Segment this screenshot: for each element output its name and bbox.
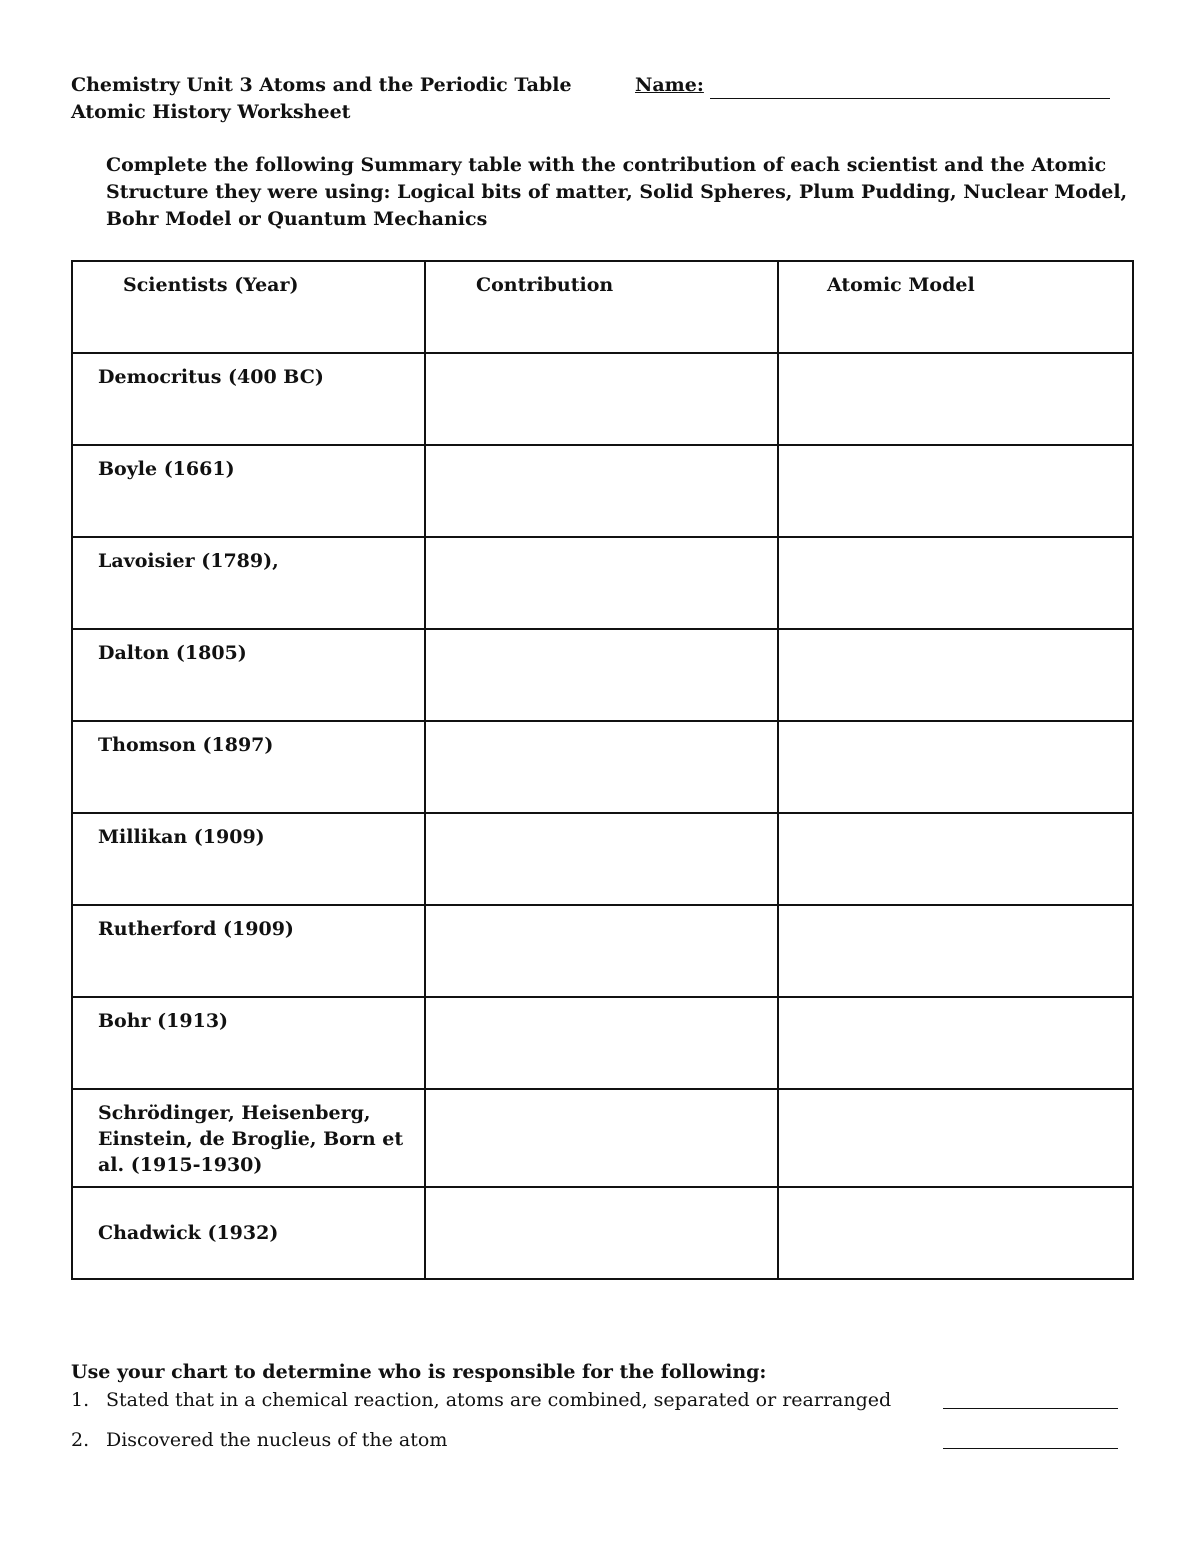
table-row: [72, 445, 1133, 537]
atomic-model-cell[interactable]: [778, 813, 1133, 905]
atomic-model-cell[interactable]: [778, 905, 1133, 997]
summary-table: [71, 260, 1134, 1280]
question-item: [71, 1387, 1131, 1414]
instructions: Complete the following Summary table with the contribution of each scientist and the Atomic Structure they were using: Logical bits of matter, Solid Spheres, Plum Pudding, Nuclear Model, Bohr Model or Quantum Mechanics: [106, 154, 1128, 230]
column-header-contribution: Contribution: [425, 261, 778, 353]
scientist-cell: Democritus (400 BC): [72, 353, 425, 445]
contribution-cell[interactable]: [425, 997, 778, 1089]
column-header-atomic-model: Atomic Model: [778, 261, 1133, 353]
contribution-cell[interactable]: [425, 353, 778, 445]
answer-field[interactable]: [943, 1448, 1118, 1449]
question-number: 1.: [71, 1389, 90, 1411]
name-field[interactable]: [710, 76, 1110, 99]
scientist-cell: Boyle (1661): [72, 445, 425, 537]
unit-title: Chemistry Unit 3 Atoms and the Periodic Table: [71, 74, 572, 96]
table-row: [72, 1089, 1133, 1187]
atomic-model-cell[interactable]: [778, 1089, 1133, 1187]
atomic-model-cell[interactable]: [778, 721, 1133, 813]
contribution-cell[interactable]: [425, 445, 778, 537]
table-header-row: [72, 261, 1133, 353]
question-text: Discovered the nucleus of the atom: [106, 1429, 448, 1451]
contribution-cell[interactable]: [425, 721, 778, 813]
atomic-model-cell[interactable]: [778, 353, 1133, 445]
scientist-cell: Chadwick (1932): [72, 1187, 425, 1279]
scientist-cell: Thomson (1897): [72, 721, 425, 813]
scientist-cell: Bohr (1913): [72, 997, 425, 1089]
worksheet-title: Atomic History Worksheet: [71, 101, 351, 123]
questions-title: Use your chart to determine who is responsible for the following:: [71, 1361, 767, 1383]
question-text: Stated that in a chemical reaction, atoms are combined, separated or rearranged: [106, 1389, 892, 1411]
question-item: [71, 1427, 1131, 1454]
question-number: 2.: [71, 1429, 90, 1451]
contribution-cell[interactable]: [425, 629, 778, 721]
table-row: [72, 1187, 1133, 1279]
table-row: [72, 353, 1133, 445]
table-row: [72, 537, 1133, 629]
atomic-model-cell[interactable]: [778, 629, 1133, 721]
worksheet-header: [71, 72, 572, 126]
scientist-cell: Lavoisier (1789),: [72, 537, 425, 629]
atomic-model-cell[interactable]: [778, 537, 1133, 629]
scientist-cell: Schrödinger, Heisenberg, Einstein, de Broglie, Born et al. (1915-1930): [72, 1089, 425, 1187]
table-row: [72, 813, 1133, 905]
table-row: [72, 997, 1133, 1089]
name-label: Name:: [635, 74, 704, 96]
scientist-cell: Millikan (1909): [72, 813, 425, 905]
atomic-model-cell[interactable]: [778, 1187, 1133, 1279]
name-block: [635, 72, 1110, 99]
contribution-cell[interactable]: [425, 537, 778, 629]
table-row: [72, 905, 1133, 997]
column-header-scientists: Scientists (Year): [72, 261, 425, 353]
contribution-cell[interactable]: [425, 813, 778, 905]
contribution-cell[interactable]: [425, 1187, 778, 1279]
contribution-cell[interactable]: [425, 905, 778, 997]
table-row: [72, 721, 1133, 813]
atomic-model-cell[interactable]: [778, 445, 1133, 537]
scientist-cell: Rutherford (1909): [72, 905, 425, 997]
table-row: [72, 629, 1133, 721]
atomic-model-cell[interactable]: [778, 997, 1133, 1089]
answer-field[interactable]: [943, 1408, 1118, 1409]
contribution-cell[interactable]: [425, 1089, 778, 1187]
scientist-cell: Dalton (1805): [72, 629, 425, 721]
